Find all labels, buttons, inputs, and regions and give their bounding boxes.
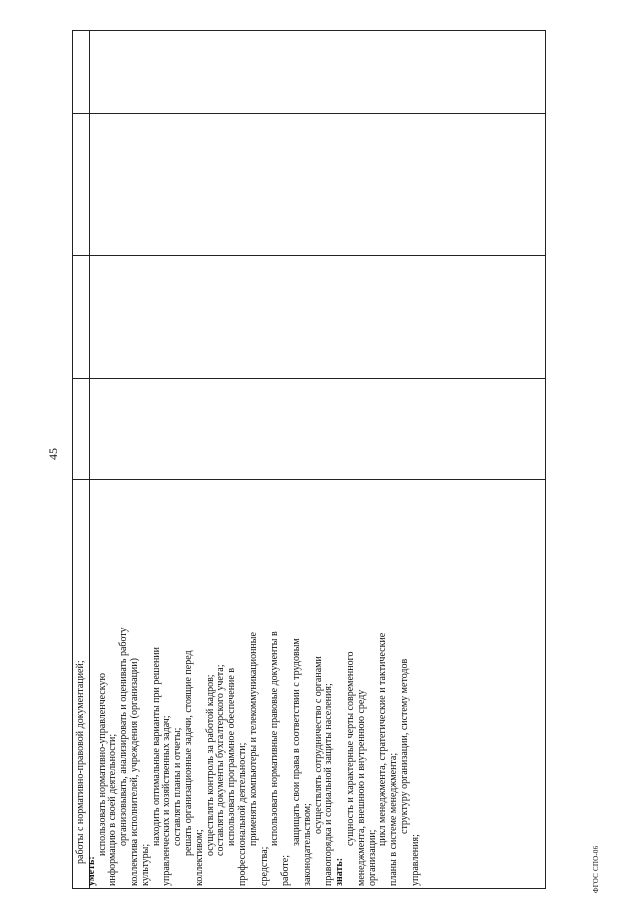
- competency-cell: [76, 483, 542, 886]
- cell-line: осуществлять сотрудничество с органами: [312, 656, 324, 834]
- cell-line: применять компьютеры и телекоммуникационные: [247, 632, 259, 846]
- cell-line: коллективом;: [193, 829, 205, 886]
- cell-line: составлять планы и отчеты;: [172, 727, 184, 846]
- curriculum-table: [72, 30, 546, 889]
- cell-line: менеджмента, внешнюю и внутреннюю среду: [355, 689, 367, 886]
- cell-line: организовывать, анализировать и оценивать работу: [118, 627, 130, 846]
- cell-line: средства;: [258, 846, 270, 886]
- cell-line: решать организационные задачи, стоящие перед: [182, 650, 194, 856]
- cell-line: защищать свои права в соответствии с трудовым: [290, 638, 302, 846]
- cell-line: законодательством;: [301, 803, 313, 886]
- table-column-divider: [73, 113, 545, 114]
- table-column-divider: [73, 255, 545, 256]
- cell-line: информацию в своей деятельности;: [107, 733, 119, 886]
- cell-line: профессиональной деятельности;: [236, 742, 248, 886]
- table-column-divider: [73, 479, 545, 480]
- cell-line: организации;: [366, 829, 378, 886]
- page-number: 45: [46, 448, 60, 460]
- cell-line: использовать нормативные правовые документы в: [269, 631, 281, 846]
- cell-line: осуществлять контроль за работой кадров;: [204, 674, 216, 856]
- cell-line: работы с нормативно-правовой документацией;: [75, 660, 86, 864]
- cell-line: находить оптимальные варианты при решении: [150, 646, 162, 846]
- cell-line: работе;: [280, 855, 292, 886]
- cell-line: коллектива исполнителей, учреждения (организации): [128, 658, 140, 886]
- table-column-divider: [73, 378, 545, 379]
- cell-line-heading: знать:: [334, 857, 346, 886]
- cell-line: использовать программное обеспечение в: [226, 667, 238, 846]
- cell-line: правопорядка и социальной защиты населения;: [323, 683, 335, 886]
- cell-line: использовать нормативно-управленческую: [96, 673, 108, 856]
- cell-line: культуры;: [139, 843, 151, 886]
- cell-line: управленческих и хозяйственных задач;: [161, 715, 173, 886]
- cell-line: планы в системе менеджмента;: [388, 752, 400, 886]
- document-footer: ФГОС СПО-06: [592, 845, 600, 893]
- cell-line: структуру организации, систему методов: [398, 658, 410, 834]
- cell-line: управления;: [409, 834, 421, 886]
- cell-line: цикл менеджмента, стратегические и тактические: [377, 632, 389, 846]
- cell-line-heading: уметь:: [85, 856, 97, 886]
- cell-line: составлять документы бухгалтерского учета;: [215, 664, 227, 856]
- cell-line: сущность и характерные черты современного: [344, 651, 356, 846]
